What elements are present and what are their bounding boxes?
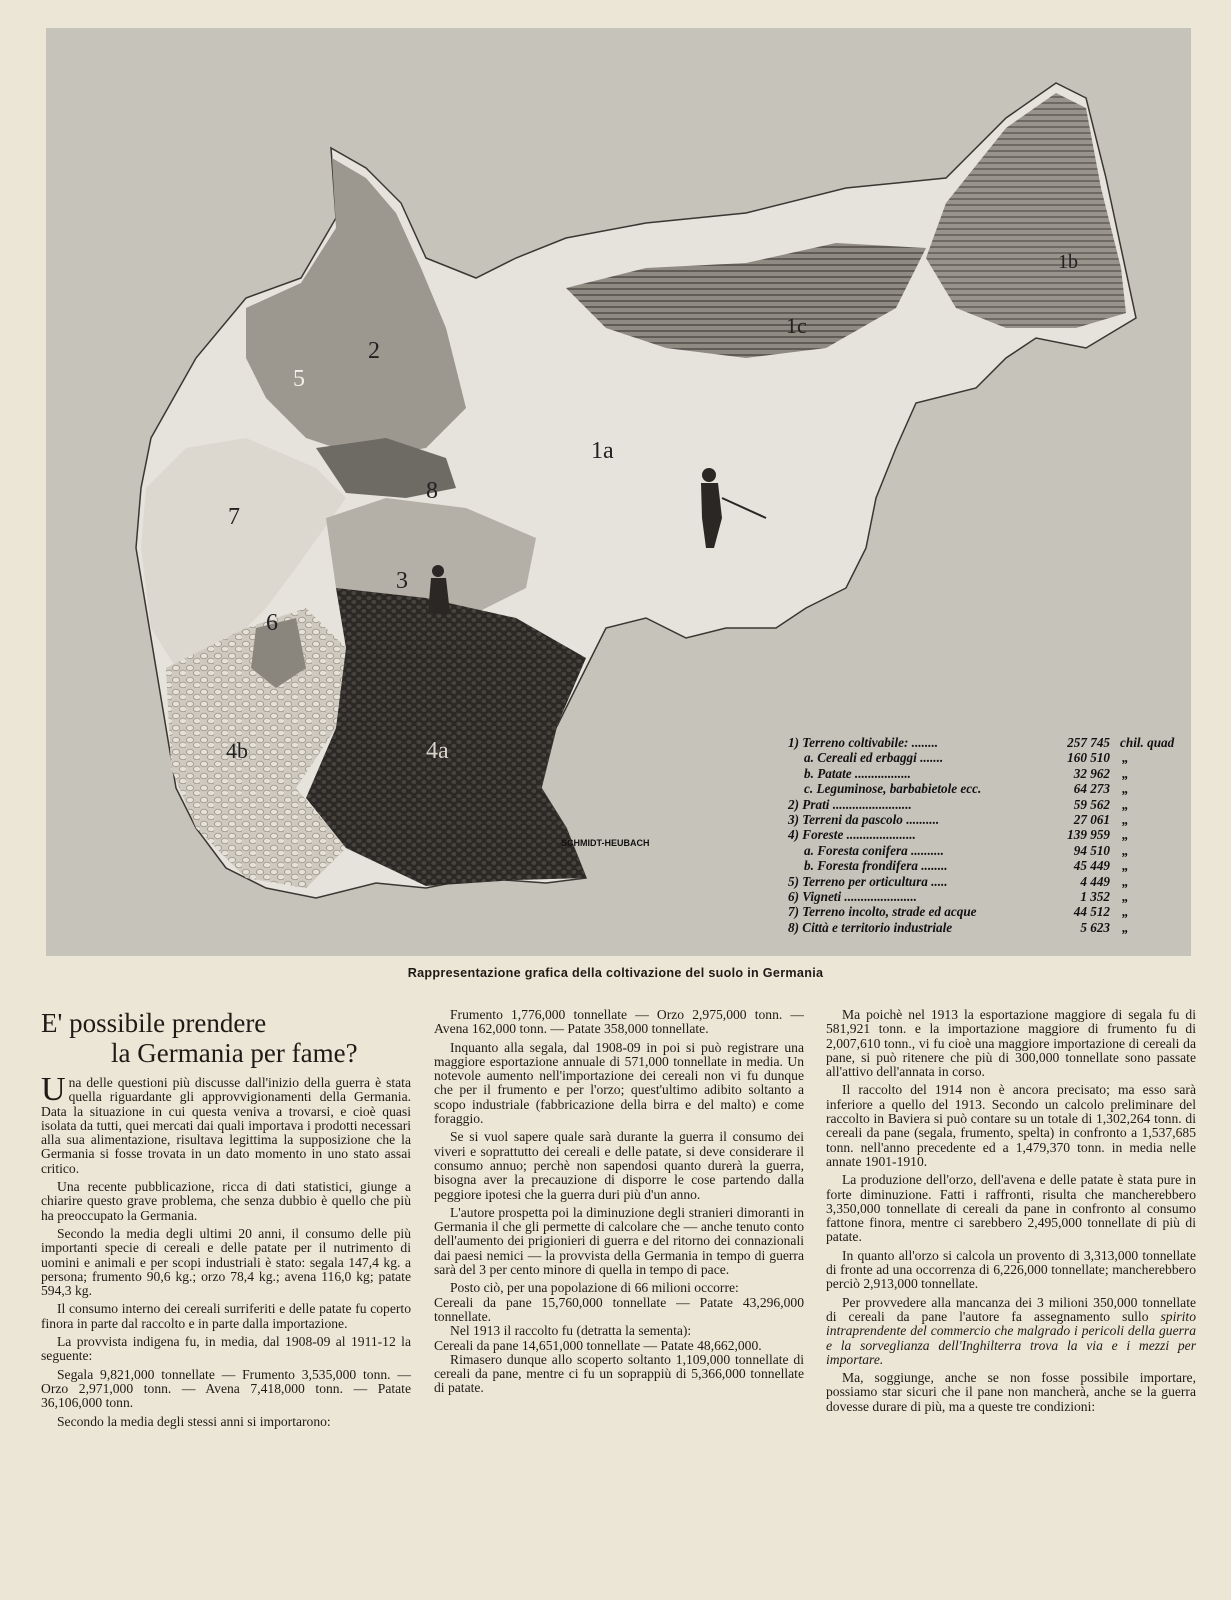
legend-unit: „ <box>1122 873 1129 889</box>
legend-row <box>788 874 1188 889</box>
paragraph: Secondo la media degli ultimi 20 anni, il consumo delle più importanti specie di cereali e delle patate per il nutrimento di uomini e animali e per scopi industriali è stato: segala 147,4 kg. a persona; frumento 90,6 kg.; orzo 78,4 kg.; avena 116,0 kg; patate 594,3 kg. <box>41 1225 411 1299</box>
paragraph: Segala 9,821,000 tonnellate — Frumento 3,535,000 tonn. — Orzo 2,971,000 tonn. — Avena 7,418,000 tonn. — Patate 36,106,000 tonn. <box>41 1366 411 1411</box>
paragraph: Cereali da pane 14,651,000 tonnellate — Patate 48,662,000. <box>434 1337 762 1353</box>
paragraph: Nel 1913 il raccolto fu (detratta la sementa): <box>450 1323 692 1339</box>
legend-row <box>788 858 1188 873</box>
legend-label: 5) Terreno per orticultura ..... <box>788 873 948 889</box>
legend-unit: chil. quad <box>1120 735 1175 750</box>
legend-label: 8) Città e territorio industriale <box>788 919 953 935</box>
drop-cap: U <box>41 1071 66 1108</box>
legend-value: 160 510 <box>1067 750 1110 766</box>
legend-row <box>788 797 1188 812</box>
article-title-line-2: la Germania per fame? <box>111 1038 358 1068</box>
paragraph: Frumento 1,776,000 tonnellate — Orzo 2,975,000 tonn. — Avena 162,000 tonn. — Patate 358,000 tonnellate. <box>434 1007 804 1037</box>
legend-unit: „ <box>1122 888 1129 904</box>
paragraph: Una recente pubblicazione, ricca di dati statistici, giunge a chiarire questo grave problema, che senza dubbio è quello che più ha preoccupato la Germania. <box>41 1179 411 1223</box>
paragraph: Una delle questioni più discusse dall'inizio della guerra è stata quella riguardante gli approvvigionamenti della Germania. Data la situazione in cui questa veniva a trovarsi, e cioè quasi isolata da tutti, quei mercati dai quali importava i prodotti necessari alla sua alimentazione, risultava legittima la supposizione che la Germania si fosse trovata in un dato momento in uno stato assai critico. <box>41 1071 411 1176</box>
paragraph: La provvista indigena fu, in media, dal 1908-09 al 1911-12 la seguente: <box>41 1334 411 1364</box>
map-signature: SCHMIDT-HEUBACH <box>561 838 650 848</box>
paragraph: Ma, soggiunge, anche se non fosse possibile importare, possiamo star sicuri che il pane non mancherà, anche se la guerra dovesse durare di più, ma a queste tre condizioni: <box>826 1370 1196 1414</box>
article-column-3 <box>826 1008 1196 1418</box>
legend-row <box>788 827 1188 842</box>
paragraph: Secondo la media degli stessi anni si importarono: <box>57 1413 331 1429</box>
emphasis: spirito intraprendente del commercio che malgrado i pericoli della guerra e la sorveglianza dell'Inghilterra trova la via e i mezzi per importare. <box>826 1308 1196 1367</box>
legend-value: 139 959 <box>1067 827 1110 843</box>
legend-row <box>788 735 1188 750</box>
legend-row <box>788 766 1188 781</box>
legend-row <box>788 812 1188 827</box>
region-label-5: 5 <box>293 366 305 392</box>
legend-label: a. Cereali ed erbaggi ....... <box>804 750 944 766</box>
paragraph: La produzione dell'orzo, dell'avena e delle patate è stata pure in forte diminuzione. Fatti i raffronti, risulta che mancherebbero 3,350,000 tonnellate di cereali da pane in confronto al consumo fattone finora, mentre ci sarebbero 2,495,000 tonnellate di più di patate. <box>826 1172 1196 1245</box>
legend-label: 4) Foreste ..................... <box>788 827 916 843</box>
legend-unit: „ <box>1122 796 1129 812</box>
legend-label: 7) Terreno incolto, strade ed acque <box>788 904 977 920</box>
region-label-3: 3 <box>396 568 408 594</box>
legend-unit: „ <box>1122 811 1129 827</box>
legend-row <box>788 889 1188 904</box>
legend-label: 1) Terreno coltivabile: ........ <box>788 735 939 750</box>
legend-value: 5 623 <box>1080 919 1110 935</box>
legend-value: 94 510 <box>1073 842 1110 858</box>
legend-unit: „ <box>1122 842 1129 858</box>
article-column-1 <box>41 1008 411 1433</box>
paragraph: Il raccolto del 1914 non è ancora precisato; ma esso sarà inferiore a quello del 1913. Secondo un calcolo preliminare del raccolto in Baviera si può contare su un totale di 1,302,264 tonn. di cereali da pane (segala, frumento, spelta) in confronto a 1,537,685 tonn. nell'anno precedente ed a 1,479,370 tonn. in media nelle annate 1901-1910. <box>826 1082 1196 1169</box>
article-title-line-1: E' possibile prendere <box>41 1008 267 1038</box>
legend-row <box>788 920 1188 935</box>
legend-label: 6) Vigneti ...................... <box>788 888 917 904</box>
region-label-1c: 1c <box>786 313 807 338</box>
region-label-7: 7 <box>228 504 240 530</box>
legend-value: 27 061 <box>1073 811 1110 827</box>
legend-label: 3) Terreni da pascolo .......... <box>788 811 940 827</box>
legend-value: 32 962 <box>1073 765 1110 781</box>
legend-value: 1 352 <box>1080 888 1110 904</box>
region-label-4a: 4a <box>426 738 449 764</box>
paragraph: Rimasero dunque allo scoperto soltanto 1,109,000 tonnellate di cereali da pane, mentre ci fu un soprappiù di 5,366,000 tonnellate di patate. <box>434 1351 804 1396</box>
legend-unit: „ <box>1122 858 1129 874</box>
legend-label: a. Foresta conifera .......... <box>804 842 944 858</box>
legend-row <box>788 750 1188 765</box>
legend-label: 2) Prati ........................ <box>788 796 912 812</box>
legend-value: 4 449 <box>1080 873 1110 889</box>
paragraph: Il consumo interno dei cereali surriferiti e delle patate fu coperto finora in parte dal raccolto e in parte dalla importazione. <box>41 1301 411 1331</box>
paragraph: Ma poichè nel 1913 la esportazione maggiore di segala fu di 581,921 tonn. e la importazione maggiore di frumento fu di 2,007,610 tonn., vi fu cioè una maggiore importazione di cereali da pane, si può ritenere che più di 300,000 tonnellate sono passate all'attivo dell'annata in corso. <box>826 1007 1196 1080</box>
legend-row <box>788 843 1188 858</box>
legend-value: 45 449 <box>1073 858 1110 874</box>
region-label-1b: 1b <box>1058 251 1078 273</box>
region-label-8: 8 <box>426 478 438 504</box>
legend-value: 59 562 <box>1073 796 1110 812</box>
legend-value: 257 745 <box>1067 735 1110 750</box>
legend-unit: „ <box>1122 827 1129 843</box>
legend-value: 44 512 <box>1073 904 1110 920</box>
paragraph: Posto ciò, per una popolazione di 66 milioni occorre: <box>450 1280 739 1296</box>
article-column-2 <box>434 1008 804 1400</box>
region-label-4b: 4b <box>226 738 248 763</box>
legend-unit: „ <box>1122 781 1129 797</box>
map-legend <box>788 735 1188 935</box>
paragraph: Se si vuol sapere quale sarà durante la guerra il consumo dei viveri e soprattutto dei cereali e delle patate, si deve considerare il consumo annuo; perchè non sapendosi quanto durerà la guerra, bisogna aver la precauzione di disporre le cose partendo dalla peggiore ipotesi che la guerra duri più d'un anno. <box>434 1129 804 1202</box>
legend-row <box>788 904 1188 919</box>
legend-unit: „ <box>1122 919 1129 935</box>
paragraph: L'autore prospetta poi la diminuzione degli stranieri dimoranti in Germania il che gli permette di calcolare che — anche tenuto conto dell'aumento dei prigionieri di guerra e del ritorno dei connazionali dai paesi nemici — la provvista della Germania in tempo di guerra sarà del 3 per cento minore di quella in tempo di pace. <box>434 1204 804 1278</box>
map-caption: Rappresentazione grafica della coltivazione del suolo in Germania <box>407 966 824 980</box>
legend-unit: „ <box>1122 765 1129 781</box>
legend-label: b. Foresta frondifera ........ <box>804 858 948 874</box>
paragraph: Per provvedere alla mancanza dei 3 milioni 350,000 tonnellate di cereali da pane l'autore fa assegnamento sullo spirito intraprendente del commercio che malgrado i pericoli della guerra e la sorveglianza dell'Inghilterra trova la via e i mezzi per importare. <box>826 1294 1196 1367</box>
region-label-2: 2 <box>368 338 380 364</box>
legend-unit: „ <box>1122 750 1129 766</box>
article-title <box>41 1008 411 1068</box>
paragraph: Cereali da pane 15,760,000 tonnellate — Patate 43,296,000 tonnellate. <box>434 1294 804 1324</box>
legend-unit: „ <box>1122 904 1129 920</box>
paragraph: In quanto all'orzo si calcola un provento di 3,313,000 tonnellate di fronte ad una occorrenza di 6,226,000 tonnellate; mancherebbero perciò 2,913,000 tonnellate. <box>826 1247 1196 1292</box>
legend-value: 64 273 <box>1073 781 1110 797</box>
region-label-6: 6 <box>266 610 278 636</box>
legend-label: b. Patate ................. <box>804 765 911 781</box>
legend-row <box>788 781 1188 796</box>
paragraph: Inquanto alla segala, dal 1908-09 in poi si può registrare una maggiore esportazione annuale di 571,000 tonnellate in media. Un notevole aumento nell'importazione dei cereali non vi fu dunque che per il frumento e per l'orzo; quest'ultimo adibito soltanto a scopo industriale (fabbricazione della birra e del malto) e come foraggio. <box>434 1039 804 1127</box>
region-label-1a: 1a <box>591 438 614 464</box>
legend-label: c. Leguminose, barbabietole ecc. <box>804 781 982 797</box>
